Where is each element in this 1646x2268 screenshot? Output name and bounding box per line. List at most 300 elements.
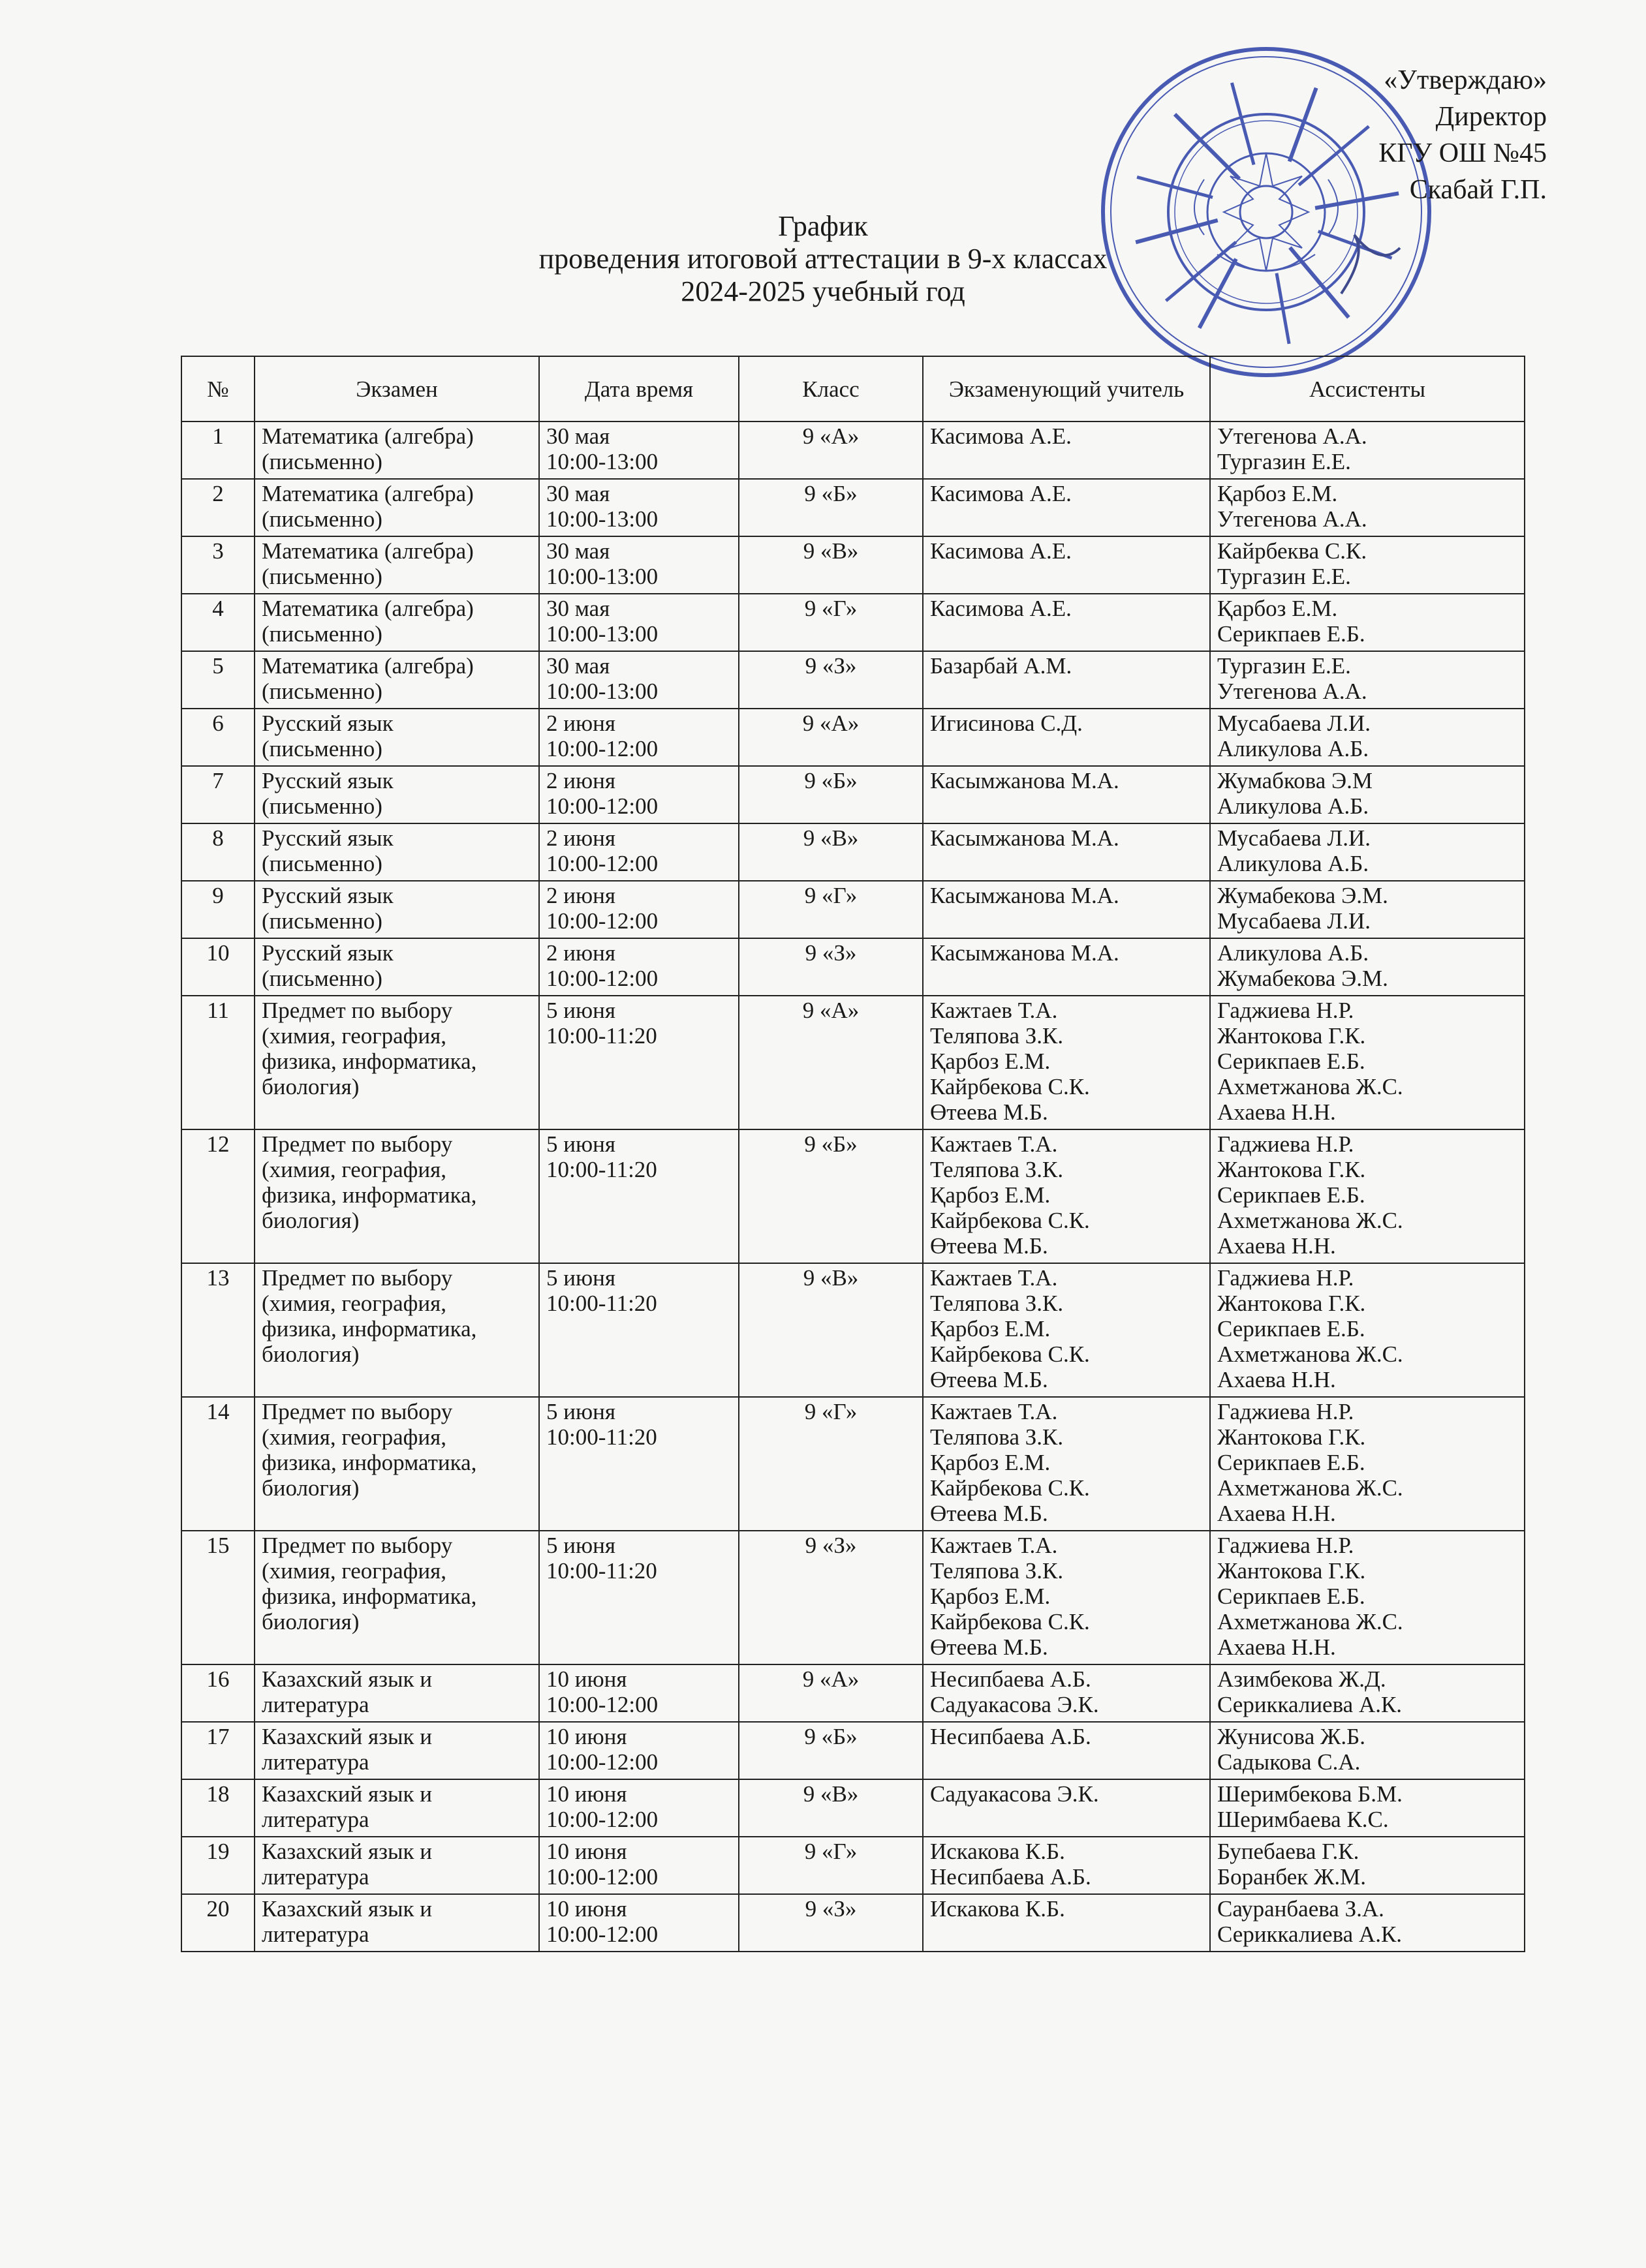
cell-date-time-line: 30 мая	[546, 481, 610, 506]
cell-teacher-line: Касимова А.Е.	[930, 423, 1072, 449]
cell-date-time	[539, 1779, 739, 1837]
cell-date-time	[539, 1397, 739, 1531]
cell-number: 18	[181, 1779, 255, 1837]
table-row	[181, 881, 1525, 938]
cell-assistants-line: Мусабаева Л.И.	[1217, 711, 1371, 736]
cell-assistants	[1210, 421, 1525, 479]
cell-exam	[255, 479, 539, 536]
cell-date-time-line: 10:00-11:20	[546, 1023, 657, 1049]
cell-assistants-line: Аликулова А.Б.	[1217, 851, 1369, 876]
cell-assistants-line: Сериккалиева А.К.	[1217, 1922, 1403, 1947]
cell-teacher-line: Кайрбекова С.К.	[930, 1208, 1090, 1233]
cell-assistants-line: Серикпаев Е.Б.	[1217, 1450, 1365, 1475]
cell-assistants-line: Жантокова Г.К.	[1217, 1023, 1366, 1049]
cell-date-time-line: 10:00-12:00	[546, 1692, 659, 1717]
table-row	[181, 479, 1525, 536]
cell-date-time	[539, 421, 739, 479]
header-exam: Экзамен	[255, 356, 539, 421]
cell-exam-line: Предмет по выбору	[262, 1533, 453, 1558]
title-line-1: График	[778, 210, 868, 242]
cell-teacher-line: Теляпова З.К.	[930, 1023, 1064, 1049]
cell-assistants-line: Серикпаев Е.Б.	[1217, 1182, 1365, 1208]
cell-exam	[255, 1263, 539, 1397]
cell-teacher-line: Қарбоз Е.М.	[930, 1182, 1051, 1208]
cell-exam-line: Русский язык	[262, 768, 394, 793]
cell-date-time-line: 10:00-13:00	[546, 449, 659, 474]
cell-assistants-line: Ахметжанова Ж.С.	[1217, 1609, 1403, 1634]
table-header-row	[181, 356, 1525, 421]
cell-exam-line: (письменно)	[262, 449, 382, 474]
cell-teacher-line: Касымжанова М.А.	[930, 768, 1119, 793]
cell-assistants-line: Серикпаев Е.Б.	[1217, 1049, 1365, 1074]
cell-assistants	[1210, 938, 1525, 996]
cell-date-time-line: 10:00-13:00	[546, 679, 659, 704]
cell-assistants-line: Ахаева Н.Н.	[1217, 1099, 1336, 1125]
cell-date-time-line: 10 июня	[546, 1666, 627, 1692]
cell-teacher-line: Теляпова З.К.	[930, 1424, 1064, 1450]
cell-exam-line: биология)	[262, 1341, 360, 1367]
cell-assistants	[1210, 1531, 1525, 1664]
cell-date-time	[539, 938, 739, 996]
cell-date-time	[539, 1531, 739, 1664]
cell-number: 19	[181, 1837, 255, 1894]
cell-assistants	[1210, 1664, 1525, 1722]
cell-exam-line: физика, информатика,	[262, 1049, 477, 1074]
cell-teacher-line: Кайрбекова С.К.	[930, 1609, 1090, 1634]
cell-assistants-line: Утегенова А.А.	[1217, 423, 1367, 449]
cell-exam-line: физика, информатика,	[262, 1450, 477, 1475]
cell-date-time-line: 10:00-12:00	[546, 1749, 659, 1775]
cell-teacher-line: Теляпова З.К.	[930, 1157, 1064, 1182]
cell-teacher-line: Өтеева М.Б.	[930, 1099, 1048, 1125]
cell-assistants-line: Жумабекова Э.М.	[1217, 883, 1388, 908]
cell-teacher-line: Қарбоз Е.М.	[930, 1450, 1051, 1475]
cell-date-time-line: 10:00-11:20	[546, 1558, 657, 1584]
cell-date-time	[539, 1664, 739, 1722]
cell-assistants-line: Сериккалиева А.К.	[1217, 1692, 1403, 1717]
cell-exam	[255, 1129, 539, 1263]
cell-date-time	[539, 766, 739, 823]
cell-assistants-line: Гаджиева Н.Р.	[1217, 1533, 1354, 1558]
cell-exam-line: Русский язык	[262, 711, 394, 736]
cell-date-time-line: 10:00-13:00	[546, 506, 659, 532]
cell-exam-line: Математика (алгебра)	[262, 653, 474, 679]
table-row	[181, 1722, 1525, 1779]
cell-assistants-line: Утегенова А.А.	[1217, 679, 1367, 704]
cell-assistants-line: Садыкова С.А.	[1217, 1749, 1361, 1775]
table-row	[181, 594, 1525, 651]
cell-teacher-line: Өтеева М.Б.	[930, 1634, 1048, 1660]
cell-assistants-line: Мусабаева Л.И.	[1217, 908, 1371, 934]
cell-number: 15	[181, 1531, 255, 1664]
cell-date-time	[539, 709, 739, 766]
cell-date-time-line: 30 мая	[546, 596, 610, 621]
table-row	[181, 996, 1525, 1129]
table-row	[181, 709, 1525, 766]
cell-date-time-line: 10:00-11:20	[546, 1424, 657, 1450]
cell-class: 9 «А»	[739, 996, 923, 1129]
cell-assistants-line: Ахаева Н.Н.	[1217, 1634, 1336, 1660]
header-class: Класс	[739, 356, 923, 421]
cell-assistants-line: Қарбоз Е.М.	[1217, 481, 1338, 506]
cell-exam-line: литература	[262, 1922, 369, 1947]
cell-exam-line: физика, информатика,	[262, 1182, 477, 1208]
cell-date-time	[539, 651, 739, 709]
cell-class: 9 «З»	[739, 651, 923, 709]
cell-assistants-line: Ахметжанова Ж.С.	[1217, 1074, 1403, 1099]
cell-class: 9 «В»	[739, 1779, 923, 1837]
cell-date-time-line: 10:00-11:20	[546, 1291, 657, 1316]
cell-date-time	[539, 1263, 739, 1397]
document-title	[0, 210, 1646, 308]
cell-teacher-line: Кайрбекова С.К.	[930, 1475, 1090, 1501]
cell-teacher-line: Кажтаев Т.А.	[930, 1131, 1058, 1157]
cell-teacher-line: Касымжанова М.А.	[930, 940, 1119, 966]
cell-teacher-line: Кайрбекова С.К.	[930, 1341, 1090, 1367]
cell-date-time-line: 5 июня	[546, 998, 615, 1023]
cell-date-time-line: 2 июня	[546, 883, 615, 908]
cell-assistants	[1210, 1263, 1525, 1397]
cell-assistants-line: Ахаева Н.Н.	[1217, 1367, 1336, 1392]
cell-teacher	[923, 938, 1210, 996]
cell-assistants-line: Серикпаев Е.Б.	[1217, 1584, 1365, 1609]
cell-date-time	[539, 996, 739, 1129]
cell-exam-line: Предмет по выбору	[262, 1131, 453, 1157]
table-row	[181, 651, 1525, 709]
cell-date-time	[539, 823, 739, 881]
cell-number: 17	[181, 1722, 255, 1779]
cell-exam-line: (письменно)	[262, 564, 382, 589]
cell-exam-line: (химия, география,	[262, 1023, 446, 1049]
cell-exam-line: (письменно)	[262, 506, 382, 532]
cell-exam	[255, 1779, 539, 1837]
cell-assistants-line: Шеримбекова Б.М.	[1217, 1781, 1403, 1807]
cell-exam	[255, 766, 539, 823]
cell-assistants-line: Гаджиева Н.Р.	[1217, 1131, 1354, 1157]
approval-block	[1260, 62, 1547, 208]
cell-exam-line: Предмет по выбору	[262, 1265, 453, 1291]
cell-date-time	[539, 479, 739, 536]
cell-teacher	[923, 1664, 1210, 1722]
cell-assistants-line: Тургазин Е.Е.	[1217, 653, 1351, 679]
cell-exam	[255, 651, 539, 709]
cell-date-time-line: 30 мая	[546, 653, 610, 679]
cell-assistants	[1210, 1129, 1525, 1263]
cell-teacher	[923, 709, 1210, 766]
cell-exam	[255, 709, 539, 766]
cell-assistants-line: Кайрбеква С.К.	[1217, 538, 1367, 564]
cell-exam-line: Русский язык	[262, 883, 394, 908]
cell-class: 9 «Б»	[739, 766, 923, 823]
cell-class: 9 «З»	[739, 938, 923, 996]
cell-exam-line: (химия, география,	[262, 1157, 446, 1182]
approval-position: Директор	[1435, 102, 1547, 132]
cell-exam-line: литература	[262, 1692, 369, 1717]
header-number: №	[181, 356, 255, 421]
exam-schedule-table	[181, 356, 1525, 1952]
cell-assistants	[1210, 651, 1525, 709]
table-row	[181, 938, 1525, 996]
cell-assistants-line: Ахаева Н.Н.	[1217, 1233, 1336, 1259]
cell-teacher-line: Базарбай А.М.	[930, 653, 1072, 679]
cell-assistants-line: Гаджиева Н.Р.	[1217, 998, 1354, 1023]
title-line-2: проведения итоговой аттестации в 9-х классах	[538, 243, 1108, 275]
cell-exam-line: (письменно)	[262, 736, 382, 761]
cell-assistants-line: Жунисова Ж.Б.	[1217, 1724, 1365, 1749]
cell-teacher-line: Искакова К.Б.	[930, 1839, 1065, 1864]
cell-assistants-line: Ахметжанова Ж.С.	[1217, 1341, 1403, 1367]
table-row	[181, 1531, 1525, 1664]
cell-class: 9 «Б»	[739, 479, 923, 536]
cell-assistants	[1210, 1837, 1525, 1894]
cell-date-time-line: 10:00-11:20	[546, 1157, 657, 1182]
cell-number: 3	[181, 536, 255, 594]
cell-class: 9 «В»	[739, 1263, 923, 1397]
cell-date-time-line: 2 июня	[546, 825, 615, 851]
cell-number: 11	[181, 996, 255, 1129]
cell-date-time-line: 5 июня	[546, 1533, 615, 1558]
cell-exam-line: биология)	[262, 1074, 360, 1099]
cell-assistants	[1210, 536, 1525, 594]
cell-exam-line: Предмет по выбору	[262, 998, 453, 1023]
cell-assistants	[1210, 881, 1525, 938]
cell-number: 2	[181, 479, 255, 536]
cell-assistants-line: Азимбекова Ж.Д.	[1217, 1666, 1386, 1692]
cell-teacher-line: Касимова А.Е.	[930, 596, 1072, 621]
cell-teacher-line: Искакова К.Б.	[930, 1896, 1065, 1922]
cell-teacher	[923, 1722, 1210, 1779]
cell-teacher	[923, 651, 1210, 709]
cell-exam-line: Математика (алгебра)	[262, 481, 474, 506]
cell-teacher	[923, 996, 1210, 1129]
cell-teacher-line: Теляпова З.К.	[930, 1558, 1064, 1584]
cell-exam-line: литература	[262, 1864, 369, 1890]
cell-assistants	[1210, 594, 1525, 651]
cell-class: 9 «Б»	[739, 1722, 923, 1779]
cell-teacher-line: Кажтаев Т.А.	[930, 998, 1058, 1023]
cell-teacher-line: Кайрбекова С.К.	[930, 1074, 1090, 1099]
cell-exam-line: литература	[262, 1749, 369, 1775]
cell-class: 9 «В»	[739, 823, 923, 881]
cell-assistants-line: Жантокова Г.К.	[1217, 1424, 1366, 1450]
cell-class: 9 «Г»	[739, 1397, 923, 1531]
cell-number: 10	[181, 938, 255, 996]
header-teacher: Экзаменующий учитель	[923, 356, 1210, 421]
cell-exam-line: биология)	[262, 1475, 360, 1501]
cell-date-time	[539, 1129, 739, 1263]
cell-class: 9 «З»	[739, 1531, 923, 1664]
cell-number: 9	[181, 881, 255, 938]
cell-exam-line: (письменно)	[262, 621, 382, 647]
cell-exam-line: (химия, география,	[262, 1291, 446, 1316]
cell-class: 9 «Г»	[739, 1837, 923, 1894]
cell-date-time-line: 10:00-13:00	[546, 564, 659, 589]
cell-teacher	[923, 1129, 1210, 1263]
cell-assistants-line: Серикпаев Е.Б.	[1217, 1316, 1365, 1341]
cell-assistants-line: Шеримбаева К.С.	[1217, 1807, 1389, 1832]
cell-date-time-line: 10 июня	[546, 1896, 627, 1922]
table-row	[181, 1894, 1525, 1952]
cell-date-time-line: 2 июня	[546, 711, 615, 736]
cell-teacher	[923, 766, 1210, 823]
cell-exam-line: Русский язык	[262, 825, 394, 851]
cell-exam	[255, 938, 539, 996]
cell-date-time-line: 5 июня	[546, 1131, 615, 1157]
cell-date-time-line: 10:00-12:00	[546, 1922, 659, 1947]
cell-teacher-line: Касымжанова М.А.	[930, 883, 1119, 908]
cell-class: 9 «А»	[739, 709, 923, 766]
cell-assistants-line: Жумабкова Э.М	[1217, 768, 1373, 793]
cell-assistants	[1210, 766, 1525, 823]
cell-assistants	[1210, 479, 1525, 536]
cell-exam-line: Казахский язык и	[262, 1781, 432, 1807]
cell-assistants-line: Ахметжанова Ж.С.	[1217, 1475, 1403, 1501]
cell-assistants	[1210, 823, 1525, 881]
cell-exam-line: (химия, география,	[262, 1558, 446, 1584]
cell-number: 7	[181, 766, 255, 823]
cell-exam	[255, 823, 539, 881]
cell-teacher	[923, 421, 1210, 479]
cell-date-time	[539, 594, 739, 651]
cell-assistants-line: Серикпаев Е.Б.	[1217, 621, 1365, 647]
header-assistants: Ассистенты	[1210, 356, 1525, 421]
cell-exam-line: (письменно)	[262, 908, 382, 934]
table-row	[181, 1779, 1525, 1837]
cell-assistants	[1210, 1779, 1525, 1837]
cell-exam	[255, 1722, 539, 1779]
cell-assistants-line: Ахметжанова Ж.С.	[1217, 1208, 1403, 1233]
cell-date-time-line: 10:00-12:00	[546, 1864, 659, 1890]
cell-exam-line: Математика (алгебра)	[262, 538, 474, 564]
cell-class: 9 «А»	[739, 1664, 923, 1722]
approval-signatory: Скабай Г.П.	[1409, 175, 1547, 205]
cell-date-time-line: 10:00-12:00	[546, 793, 659, 819]
cell-assistants-line: Жантокова Г.К.	[1217, 1558, 1366, 1584]
cell-teacher-line: Кажтаев Т.А.	[930, 1399, 1058, 1424]
cell-teacher-line: Касымжанова М.А.	[930, 825, 1119, 851]
cell-number: 6	[181, 709, 255, 766]
cell-assistants-line: Жумабекова Э.М.	[1217, 966, 1388, 991]
cell-exam-line: физика, информатика,	[262, 1316, 477, 1341]
approval-organization: КГУ ОШ №45	[1378, 138, 1547, 168]
cell-teacher	[923, 1837, 1210, 1894]
cell-date-time	[539, 881, 739, 938]
cell-exam-line: литература	[262, 1807, 369, 1832]
cell-assistants-line: Аликулова А.Б.	[1217, 940, 1369, 966]
cell-teacher-line: Теляпова З.К.	[930, 1291, 1064, 1316]
cell-class: 9 «Г»	[739, 594, 923, 651]
cell-teacher-line: Игисинова С.Д.	[930, 711, 1083, 736]
cell-date-time-line: 10:00-12:00	[546, 908, 659, 934]
cell-exam-line: Казахский язык и	[262, 1839, 432, 1864]
cell-number: 12	[181, 1129, 255, 1263]
table-row	[181, 1397, 1525, 1531]
cell-class: 9 «В»	[739, 536, 923, 594]
cell-teacher	[923, 1397, 1210, 1531]
cell-assistants-line: Жантокова Г.К.	[1217, 1157, 1366, 1182]
cell-exam	[255, 1664, 539, 1722]
cell-exam-line: (письменно)	[262, 679, 382, 704]
cell-teacher-line: Өтеева М.Б.	[930, 1367, 1048, 1392]
cell-teacher-line: Кажтаев Т.А.	[930, 1533, 1058, 1558]
table-row	[181, 536, 1525, 594]
cell-assistants-line: Аликулова А.Б.	[1217, 736, 1369, 761]
cell-teacher	[923, 536, 1210, 594]
cell-exam-line: Русский язык	[262, 940, 394, 966]
cell-exam-line: (письменно)	[262, 851, 382, 876]
table-row	[181, 1664, 1525, 1722]
cell-class: 9 «А»	[739, 421, 923, 479]
cell-exam	[255, 1397, 539, 1531]
header-date-time: Дата время	[539, 356, 739, 421]
cell-assistants-line: Қарбоз Е.М.	[1217, 596, 1338, 621]
cell-teacher-line: Несипбаева А.Б.	[930, 1864, 1091, 1890]
cell-teacher-line: Өтеева М.Б.	[930, 1233, 1048, 1259]
cell-assistants	[1210, 1894, 1525, 1952]
cell-number: 5	[181, 651, 255, 709]
cell-assistants-line: Утегенова А.А.	[1217, 506, 1367, 532]
cell-date-time-line: 10 июня	[546, 1724, 627, 1749]
approval-heading: «Утверждаю»	[1384, 65, 1547, 95]
cell-teacher-line: Касимова А.Е.	[930, 481, 1072, 506]
cell-exam-line: физика, информатика,	[262, 1584, 477, 1609]
cell-date-time-line: 10:00-12:00	[546, 851, 659, 876]
cell-teacher	[923, 881, 1210, 938]
cell-exam-line: Казахский язык и	[262, 1896, 432, 1922]
cell-number: 4	[181, 594, 255, 651]
cell-assistants-line: Бупебаева Г.К.	[1217, 1839, 1359, 1864]
cell-exam	[255, 594, 539, 651]
cell-assistants-line: Мусабаева Л.И.	[1217, 825, 1371, 851]
cell-exam-line: (письменно)	[262, 966, 382, 991]
cell-assistants	[1210, 709, 1525, 766]
cell-date-time-line: 2 июня	[546, 940, 615, 966]
cell-exam	[255, 1531, 539, 1664]
cell-assistants-line: Гаджиева Н.Р.	[1217, 1265, 1354, 1291]
cell-assistants-line: Жантокова Г.К.	[1217, 1291, 1366, 1316]
cell-exam	[255, 536, 539, 594]
cell-teacher-line: Қарбоз Е.М.	[930, 1584, 1051, 1609]
cell-date-time-line: 5 июня	[546, 1399, 615, 1424]
cell-teacher-line: Кажтаев Т.А.	[930, 1265, 1058, 1291]
cell-date-time-line: 10:00-12:00	[546, 736, 659, 761]
cell-exam-line: Предмет по выбору	[262, 1399, 453, 1424]
cell-exam-line: Математика (алгебра)	[262, 423, 474, 449]
cell-date-time	[539, 1837, 739, 1894]
cell-teacher	[923, 1263, 1210, 1397]
cell-date-time-line: 10 июня	[546, 1781, 627, 1807]
table-row	[181, 1129, 1525, 1263]
cell-teacher	[923, 823, 1210, 881]
cell-date-time-line: 30 мая	[546, 538, 610, 564]
cell-assistants	[1210, 996, 1525, 1129]
cell-teacher-line: Қарбоз Е.М.	[930, 1316, 1051, 1341]
cell-teacher	[923, 1531, 1210, 1664]
cell-exam-line: Математика (алгебра)	[262, 596, 474, 621]
cell-exam	[255, 1894, 539, 1952]
cell-assistants-line: Гаджиева Н.Р.	[1217, 1399, 1354, 1424]
cell-teacher-line: Садуакасова Э.К.	[930, 1781, 1099, 1807]
cell-number: 1	[181, 421, 255, 479]
cell-number: 8	[181, 823, 255, 881]
cell-exam-line: биология)	[262, 1208, 360, 1233]
cell-exam-line: (письменно)	[262, 793, 382, 819]
cell-number: 20	[181, 1894, 255, 1952]
cell-number: 14	[181, 1397, 255, 1531]
cell-exam	[255, 421, 539, 479]
cell-assistants	[1210, 1397, 1525, 1531]
cell-teacher-line: Өтеева М.Б.	[930, 1501, 1048, 1526]
